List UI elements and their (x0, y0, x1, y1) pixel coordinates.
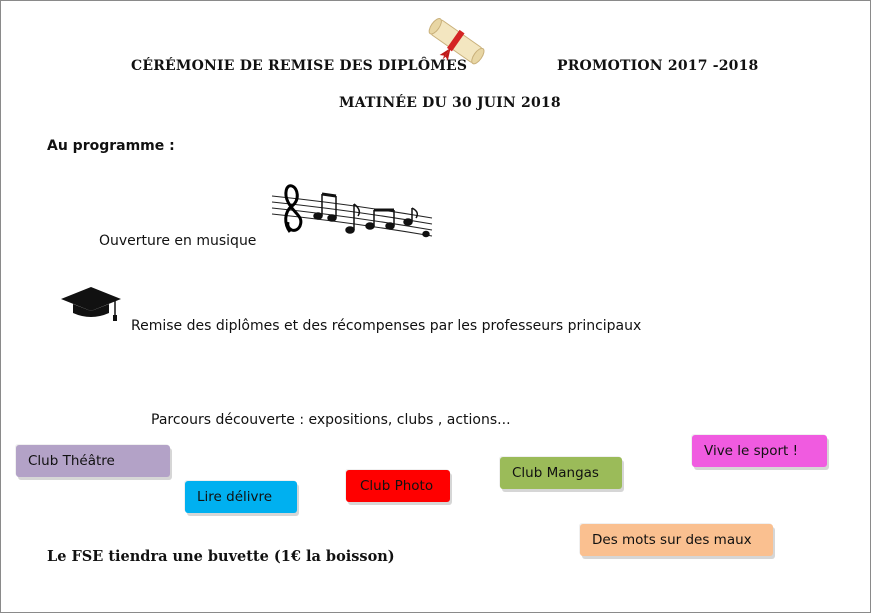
ceremony-date: MATINÉE DU 30 JUIN 2018 (339, 95, 561, 111)
music-notes-icon (270, 182, 435, 240)
graduation-cap-icon (59, 283, 123, 323)
ceremony-title: CÉRÉMONIE DE REMISE DES DIPLÔMES (131, 58, 468, 74)
program-heading: Au programme : (47, 138, 175, 154)
club-tag-mots-maux: Des mots sur des maux (580, 524, 773, 556)
club-tag-lire-delivre: Lire délivre (185, 481, 297, 513)
program-item-diplomas: Remise des diplômes et des récompenses par les professeurs principaux (131, 318, 642, 334)
program-item-music: Ouverture en musique (99, 233, 257, 249)
club-tag-sport: Vive le sport ! (692, 435, 827, 467)
club-tag-photo: Club Photo (346, 470, 450, 502)
club-tag-mangas: Club Mangas (500, 457, 622, 489)
promotion-label: PROMOTION 2017 -2018 (557, 58, 759, 74)
club-tag-theatre: Club Théâtre (16, 445, 170, 477)
program-item-discovery: Parcours découverte : expositions, clubs , actions... (151, 412, 511, 428)
buvette-note: Le FSE tiendra une buvette (1€ la boisson) (47, 548, 395, 565)
diploma-scroll-icon (424, 12, 488, 72)
